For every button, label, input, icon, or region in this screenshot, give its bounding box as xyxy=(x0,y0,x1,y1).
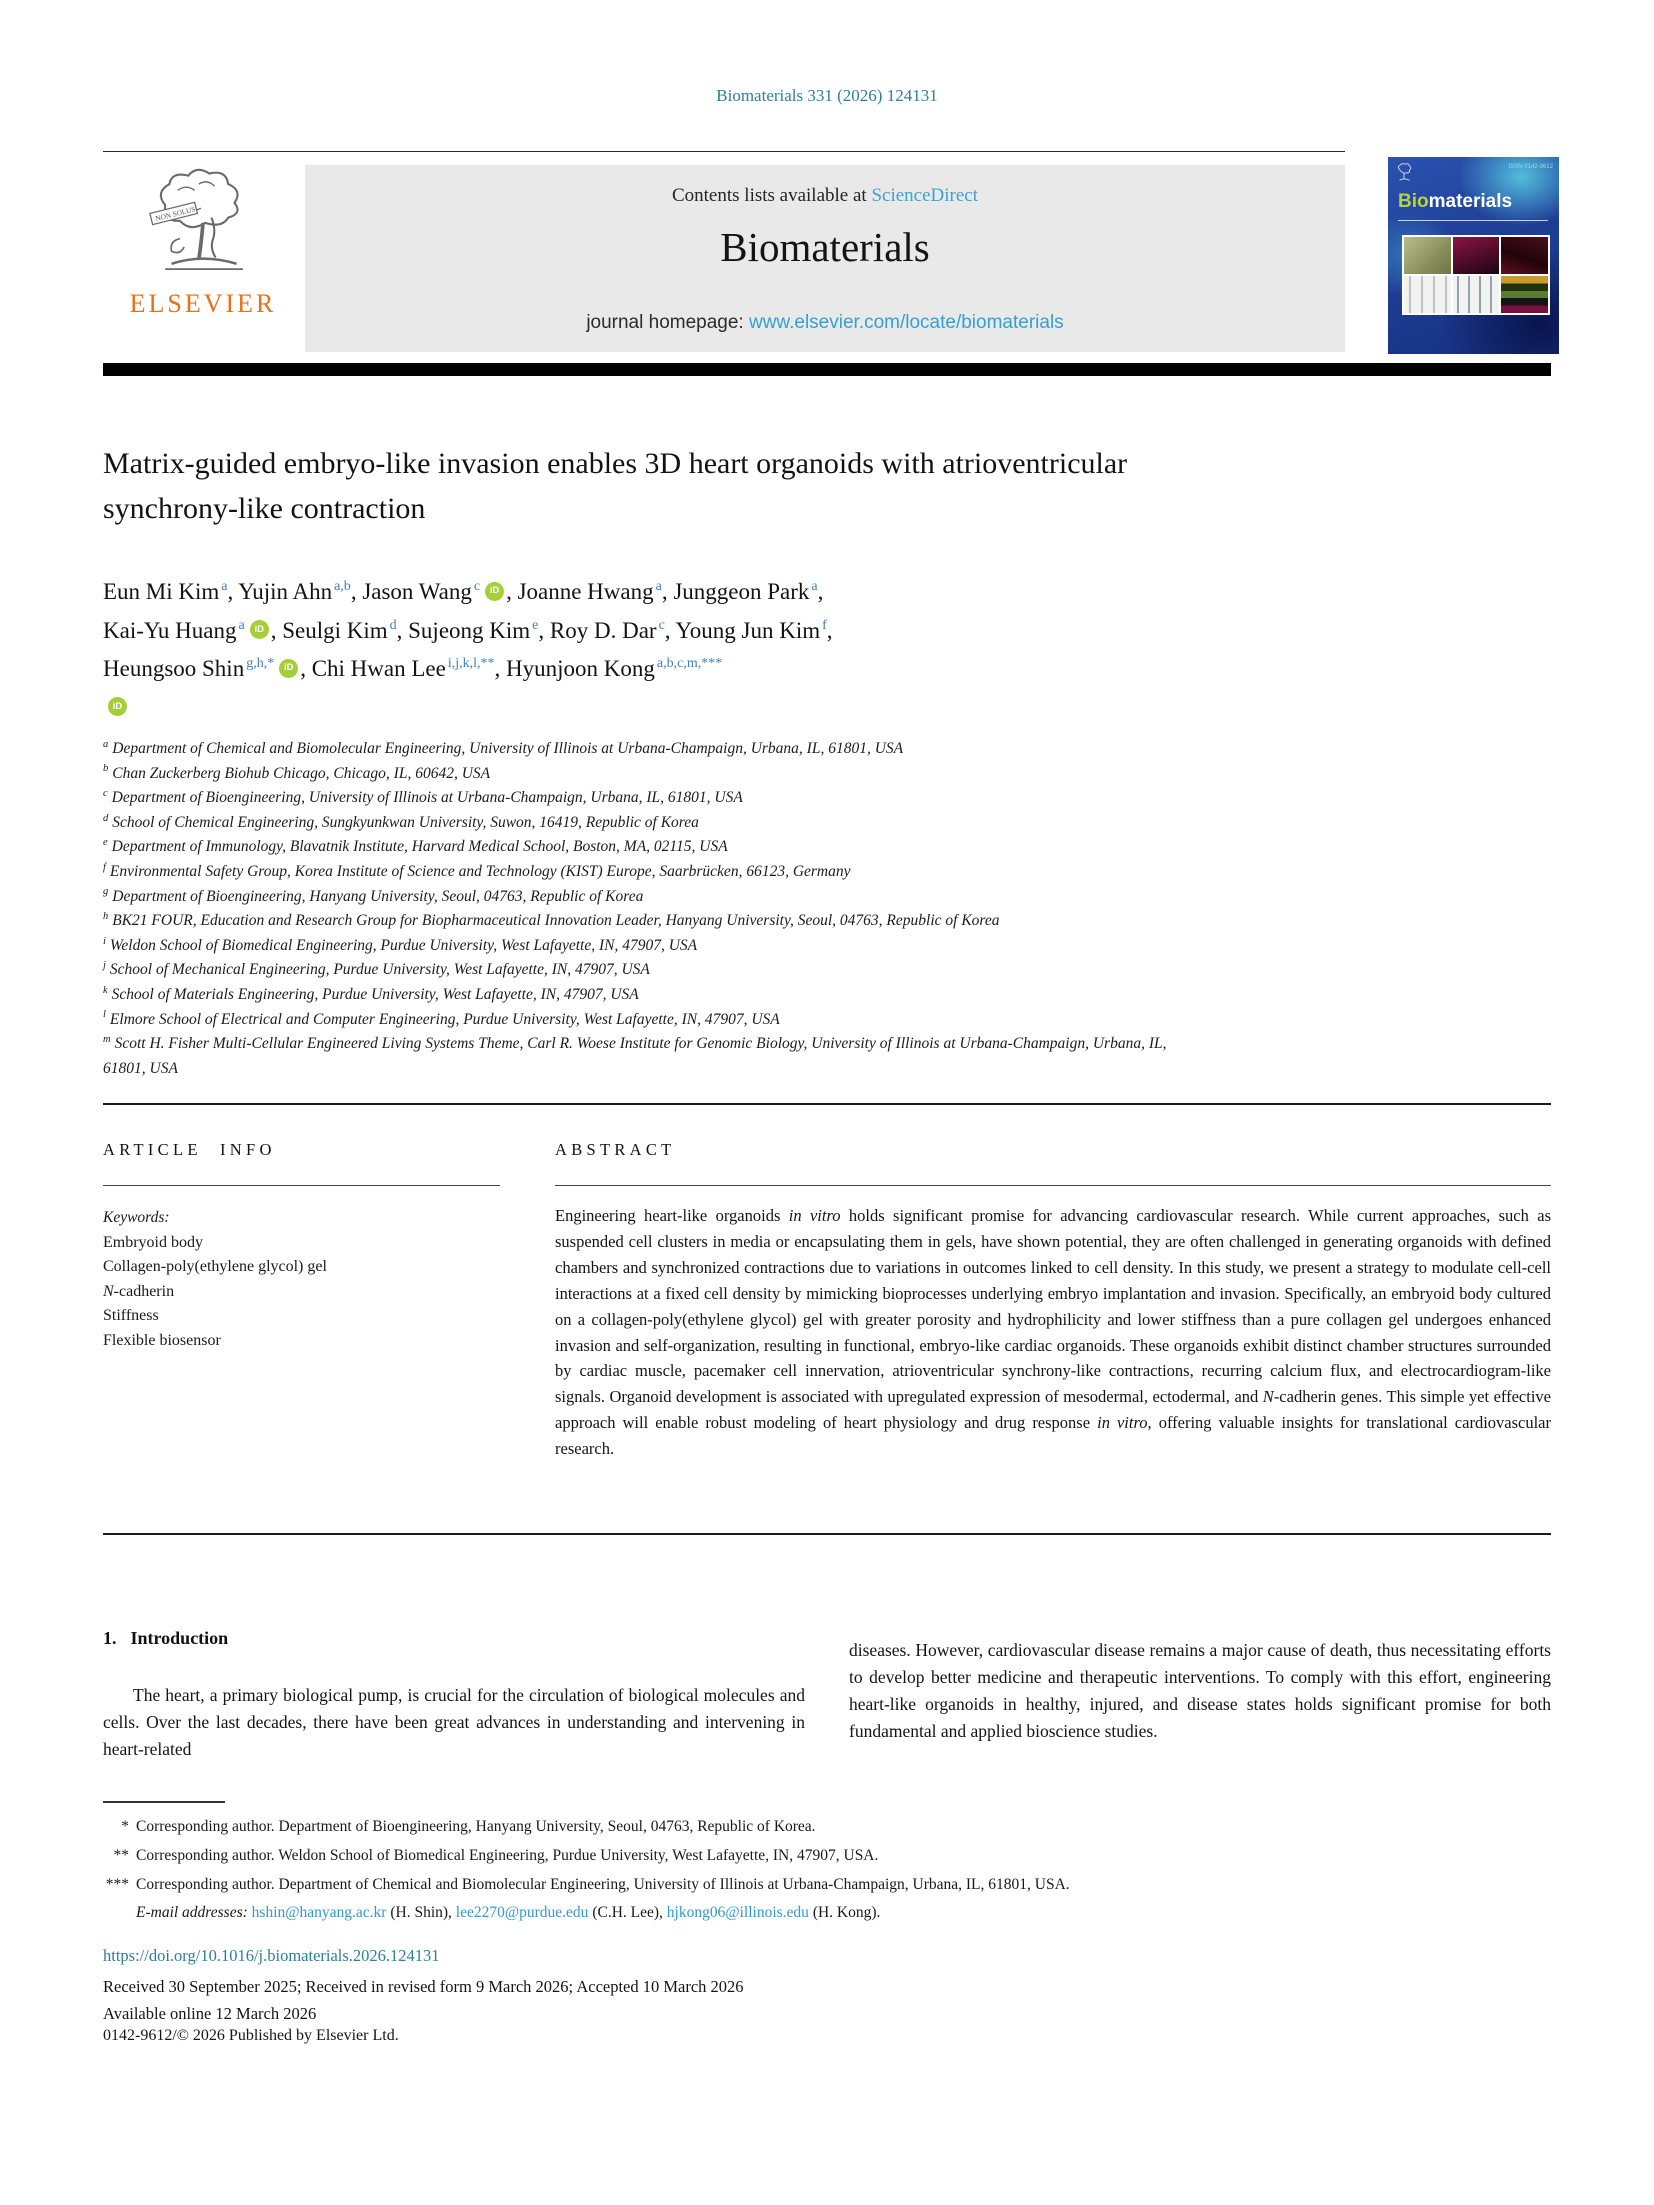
affiliation-list xyxy=(103,737,1551,1081)
author: Young Jun Kim $^f$, xyxy=(675,617,833,643)
section-divider xyxy=(103,1103,1551,1105)
footnote: * Corresponding author. Department of Bioengineering, Hanyang University, Seoul, 04763, Republic of Korea. xyxy=(121,1818,816,1835)
journal-cover-thumbnail[interactable] xyxy=(1388,157,1559,354)
cover-issn: ISSN 0142-9612 xyxy=(1508,164,1553,170)
abstract-heading: ABSTRACT xyxy=(555,1140,676,1159)
author-affiliation-sup: f xyxy=(822,617,827,633)
cover-elsevier-icon xyxy=(1395,162,1413,184)
keyword: Flexible biosensor xyxy=(103,1331,221,1349)
author-affiliation-sup: a xyxy=(221,579,228,595)
author: Roy D. Dar $^c$, xyxy=(549,617,676,643)
email-addresses-line: E-mail addresses: hshin@hanyang.ac.kr (H. Shin), lee2270@purdue.edu (C.H. Lee), hjkong06@illinois.edu (H. Kong). xyxy=(136,1904,881,1922)
affiliation: $^i$ Weldon School of Biomedical Engineering, Purdue University, West Lafayette, IN, 47907, USA xyxy=(103,935,698,954)
homepage-line: journal homepage: www.elsevier.com/locate/biomaterials xyxy=(586,312,1064,333)
author-line xyxy=(103,650,1403,689)
article-info-rule xyxy=(103,1185,500,1186)
footnote: ** Corresponding author. Weldon School of Biomedical Engineering, Purdue University, West Lafayette, IN, 47907, USA. xyxy=(113,1846,879,1864)
cover-collage-cell xyxy=(1501,276,1548,313)
affiliation: $^k$ School of Materials Engineering, Purdue University, West Lafayette, IN, 47907, USA xyxy=(103,984,639,1003)
cover-collage-cell xyxy=(1404,237,1451,274)
author: Kai-Yu Huang $^a$ iD , xyxy=(103,617,283,643)
affiliation: $^m$ Scott H. Fisher Multi-Cellular Engineered Living Systems Theme, Carl R. Woese Institute for Genomic Biology, University of Illinois at Urbana-Champaign, Urbana, IL, xyxy=(103,1033,1167,1053)
affiliation: $^g$ Department of Bioengineering, Hanyang University, Seoul, 04763, Republic of Korea xyxy=(103,886,644,905)
cover-collage-cell xyxy=(1453,276,1500,313)
affiliation: $^e$ Department of Immunology, Blavatnik Institute, Harvard Medical School, Boston, MA, 02115, USA xyxy=(103,837,728,856)
author-affiliation-sup: d xyxy=(389,617,397,633)
journal-name: Biomaterials xyxy=(720,224,930,270)
author-affiliation-sup: a xyxy=(238,617,245,633)
author: Heungsoo Shin $^{g,h,*}$ iD , xyxy=(103,656,312,681)
sciencedirect-link[interactable]: ScienceDirect xyxy=(871,185,979,206)
cover-collage-cell xyxy=(1501,237,1548,274)
author-affiliation-sup: c xyxy=(658,617,665,633)
abstract-rule xyxy=(555,1185,1551,1186)
email-link-shin[interactable]: hshin@hanyang.ac.kr xyxy=(251,1904,387,1922)
author: Eun Mi Kim $^a$, xyxy=(103,579,239,604)
orcid-icon[interactable]: iD xyxy=(279,659,298,678)
keyword: Embryoid body xyxy=(103,1233,203,1251)
cover-collage-cell xyxy=(1453,237,1500,274)
affiliation: $^c$ Department of Bioengineering, University of Illinois at Urbana-Champaign, Urbana, IL, 61801, USA xyxy=(103,788,743,807)
issn-copyright: 0142-9612/© 2026 Published by Elsevier Ltd. xyxy=(103,2027,399,2044)
elsevier-wordmark: ELSEVIER xyxy=(129,289,277,318)
journal-citation: Biomaterials 331 (2026) 124131 xyxy=(716,86,938,105)
cover-collage-cell xyxy=(1404,276,1451,313)
masthead-banner xyxy=(305,165,1345,352)
email-link-lee[interactable]: lee2270@purdue.edu xyxy=(455,1904,589,1922)
footnotes xyxy=(103,1813,1563,1928)
available-online: Available online 12 March 2026 xyxy=(103,2004,317,2023)
author: Chi Hwan Lee $^{i,j,k,l,**}$, xyxy=(311,656,507,681)
affiliation: $^d$ School of Chemical Engineering, Sungkyunkwan University, Suwon, 16419, Republic of Korea xyxy=(103,812,699,831)
author-affiliation-sup: c xyxy=(473,579,481,595)
article-title: Matrix-guided embryo-like invasion enables 3D heart organoids with atrioventricular synchrony-like contraction xyxy=(103,447,1128,525)
author: Hyunjoon Kong $^{a,b,c,m,***}$ xyxy=(506,656,723,681)
masthead-top-rule xyxy=(103,151,1345,152)
affiliation: $^h$ BK21 FOUR, Education and Research Group for Biopharmaceutical Innovation Leader, Hanyang University, Seoul, 04763, Republic of Korea xyxy=(103,911,1000,930)
author-affiliation-sup: a,b xyxy=(334,579,351,595)
author: Yujin Ahn $^{a,b}$, xyxy=(238,579,363,604)
author-affiliation-sup: e xyxy=(532,617,539,633)
author-affiliation-sup: i,j,k,l,** xyxy=(447,656,495,672)
affiliation: $^l$ Elmore School of Electrical and Computer Engineering, Purdue University, West Lafayette, IN, 47907, USA xyxy=(103,1009,780,1028)
cover-brand: Biomaterials xyxy=(1398,191,1548,221)
keyword: Stiffness xyxy=(103,1307,159,1324)
elsevier-motto: NON SOLUS xyxy=(154,204,197,224)
author-affiliation-sup: a,b,c,m,*** xyxy=(656,656,723,672)
author: Junggeon Park $^a$, xyxy=(673,579,824,604)
author-affiliation-sup: g,h,* xyxy=(246,656,275,672)
affiliation-continuation: 61801, USA xyxy=(103,1059,178,1077)
author-line xyxy=(103,612,1403,651)
journal-homepage-link[interactable]: www.elsevier.com/locate/biomaterials xyxy=(748,312,1064,333)
elsevier-logo xyxy=(103,163,303,353)
author-list xyxy=(103,573,1403,727)
email-link-kong[interactable]: hjkong06@illinois.edu xyxy=(666,1904,809,1922)
orcid-icon[interactable]: iD xyxy=(250,620,269,639)
contents-line: Contents lists available at ScienceDirect xyxy=(671,185,979,206)
cover-collage xyxy=(1402,235,1550,315)
doi-link[interactable]: https://doi.org/10.1016/j.biomaterials.2026.124131 xyxy=(103,1946,440,1965)
keywords-label: Keywords: xyxy=(103,1209,170,1226)
affiliation: $^b$ Chan Zuckerberg Biohub Chicago, Chicago, IL, 60642, USA xyxy=(103,763,491,782)
author: Sujeong Kim $^e$, xyxy=(408,617,550,643)
masthead-divider-bar xyxy=(103,363,1551,376)
author: Jason Wang $^c$ iD , xyxy=(362,579,518,604)
elsevier-tree-icon xyxy=(140,163,266,287)
footnote-rule xyxy=(103,1801,225,1803)
author: Joanne Hwang $^a$, xyxy=(517,579,674,604)
author-affiliation-sup: a xyxy=(811,579,818,595)
keyword: Collagen-poly(ethylene glycol) gel xyxy=(103,1258,327,1275)
orcid-icon[interactable]: iD xyxy=(108,697,127,716)
keywords-block xyxy=(103,1206,500,1353)
article-info-heading: ARTICLE INFO xyxy=(103,1140,276,1159)
affiliation: $^j$ School of Mechanical Engineering, Purdue University, West Lafayette, IN, 47907, USA xyxy=(103,960,650,979)
author-line xyxy=(103,573,1403,612)
orcid-icon[interactable]: iD xyxy=(485,582,504,601)
author: Seulgi Kim $^d$, xyxy=(282,617,409,643)
author-affiliation-sup: a xyxy=(655,579,662,595)
intro-paragraph-right: diseases. However, cardiovascular disease remains a major cause of death, thus necessitating efforts to develop better medicine and therapeutic interventions. To comply with this effort, engineering heart-like organoids in healthy, injured, and disease states holds significant promise for both fundamental and applied bioscience studies. xyxy=(849,1640,1551,1741)
affiliation: $^a$ Department of Chemical and Biomolecular Engineering, University of Illinois at Urbana-Champaign, Urbana, IL, 61801, USA xyxy=(103,738,904,757)
keyword: N-cadherin xyxy=(103,1282,175,1300)
intro-paragraph-left: The heart, a primary biological pump, is crucial for the circulation of biological molecules and cells. Over the last decades, there have been great advances in understanding and intervening in heart-related xyxy=(103,1685,805,1759)
footnote: *** Corresponding author. Department of Chemical and Biomolecular Engineering, University of Illinois at Urbana-Champaign, Urbana, IL, 61801, USA. xyxy=(105,1875,1070,1893)
introduction-heading: 1. Introduction xyxy=(103,1628,229,1648)
author-line xyxy=(103,689,1403,728)
abstract-bottom-divider xyxy=(103,1533,1551,1535)
affiliation: $^f$ Environmental Safety Group, Korea Institute of Science and Technology (KIST) Europe, Saarbrücken, 66123, Germany xyxy=(103,861,851,880)
abstract-text: Engineering heart-like organoids in vitro holds significant promise for advancing cardiovascular research. While current approaches, such as suspended cell clusters in media or encapsulating them in gels, have shown potential, they are often challenged in generating organoids with defined chambers and synchronized contractions due to variations in outcomes linked to cell density. In this study, we present a strategy to modulate cell-cell interactions at a fixed cell density by mimicking bioprocesses underlying embryo implantation and invasion. Specifically, an embryoid body cultured on a collagen-poly(ethylene glycol) gel with greater porosity and hydrophilicity and lower stiffness than a pure collagen gel undergoes enhanced invasion and self-organization, resulting in functional, embryo-like cardiac organoids. These organoids exhibit distinct chamber structures surrounded by cardiac muscle, pacemaker cell innervation, atrioventricular synchrony-like contractions, recurring calcium flux, and electrocardiogram-like signals. Organoid development is associated with upregulated expression of mesodermal, ectodermal, and N-cadherin genes. This simple yet effective approach will enable robust modeling of heart physiology and drug response in vitro, offering valuable insights for translational cardiovascular research. xyxy=(555,1206,1551,1459)
received-dates: Received 30 September 2025; Received in revised form 9 March 2026; Accepted 10 March 2026 xyxy=(103,1977,744,1996)
